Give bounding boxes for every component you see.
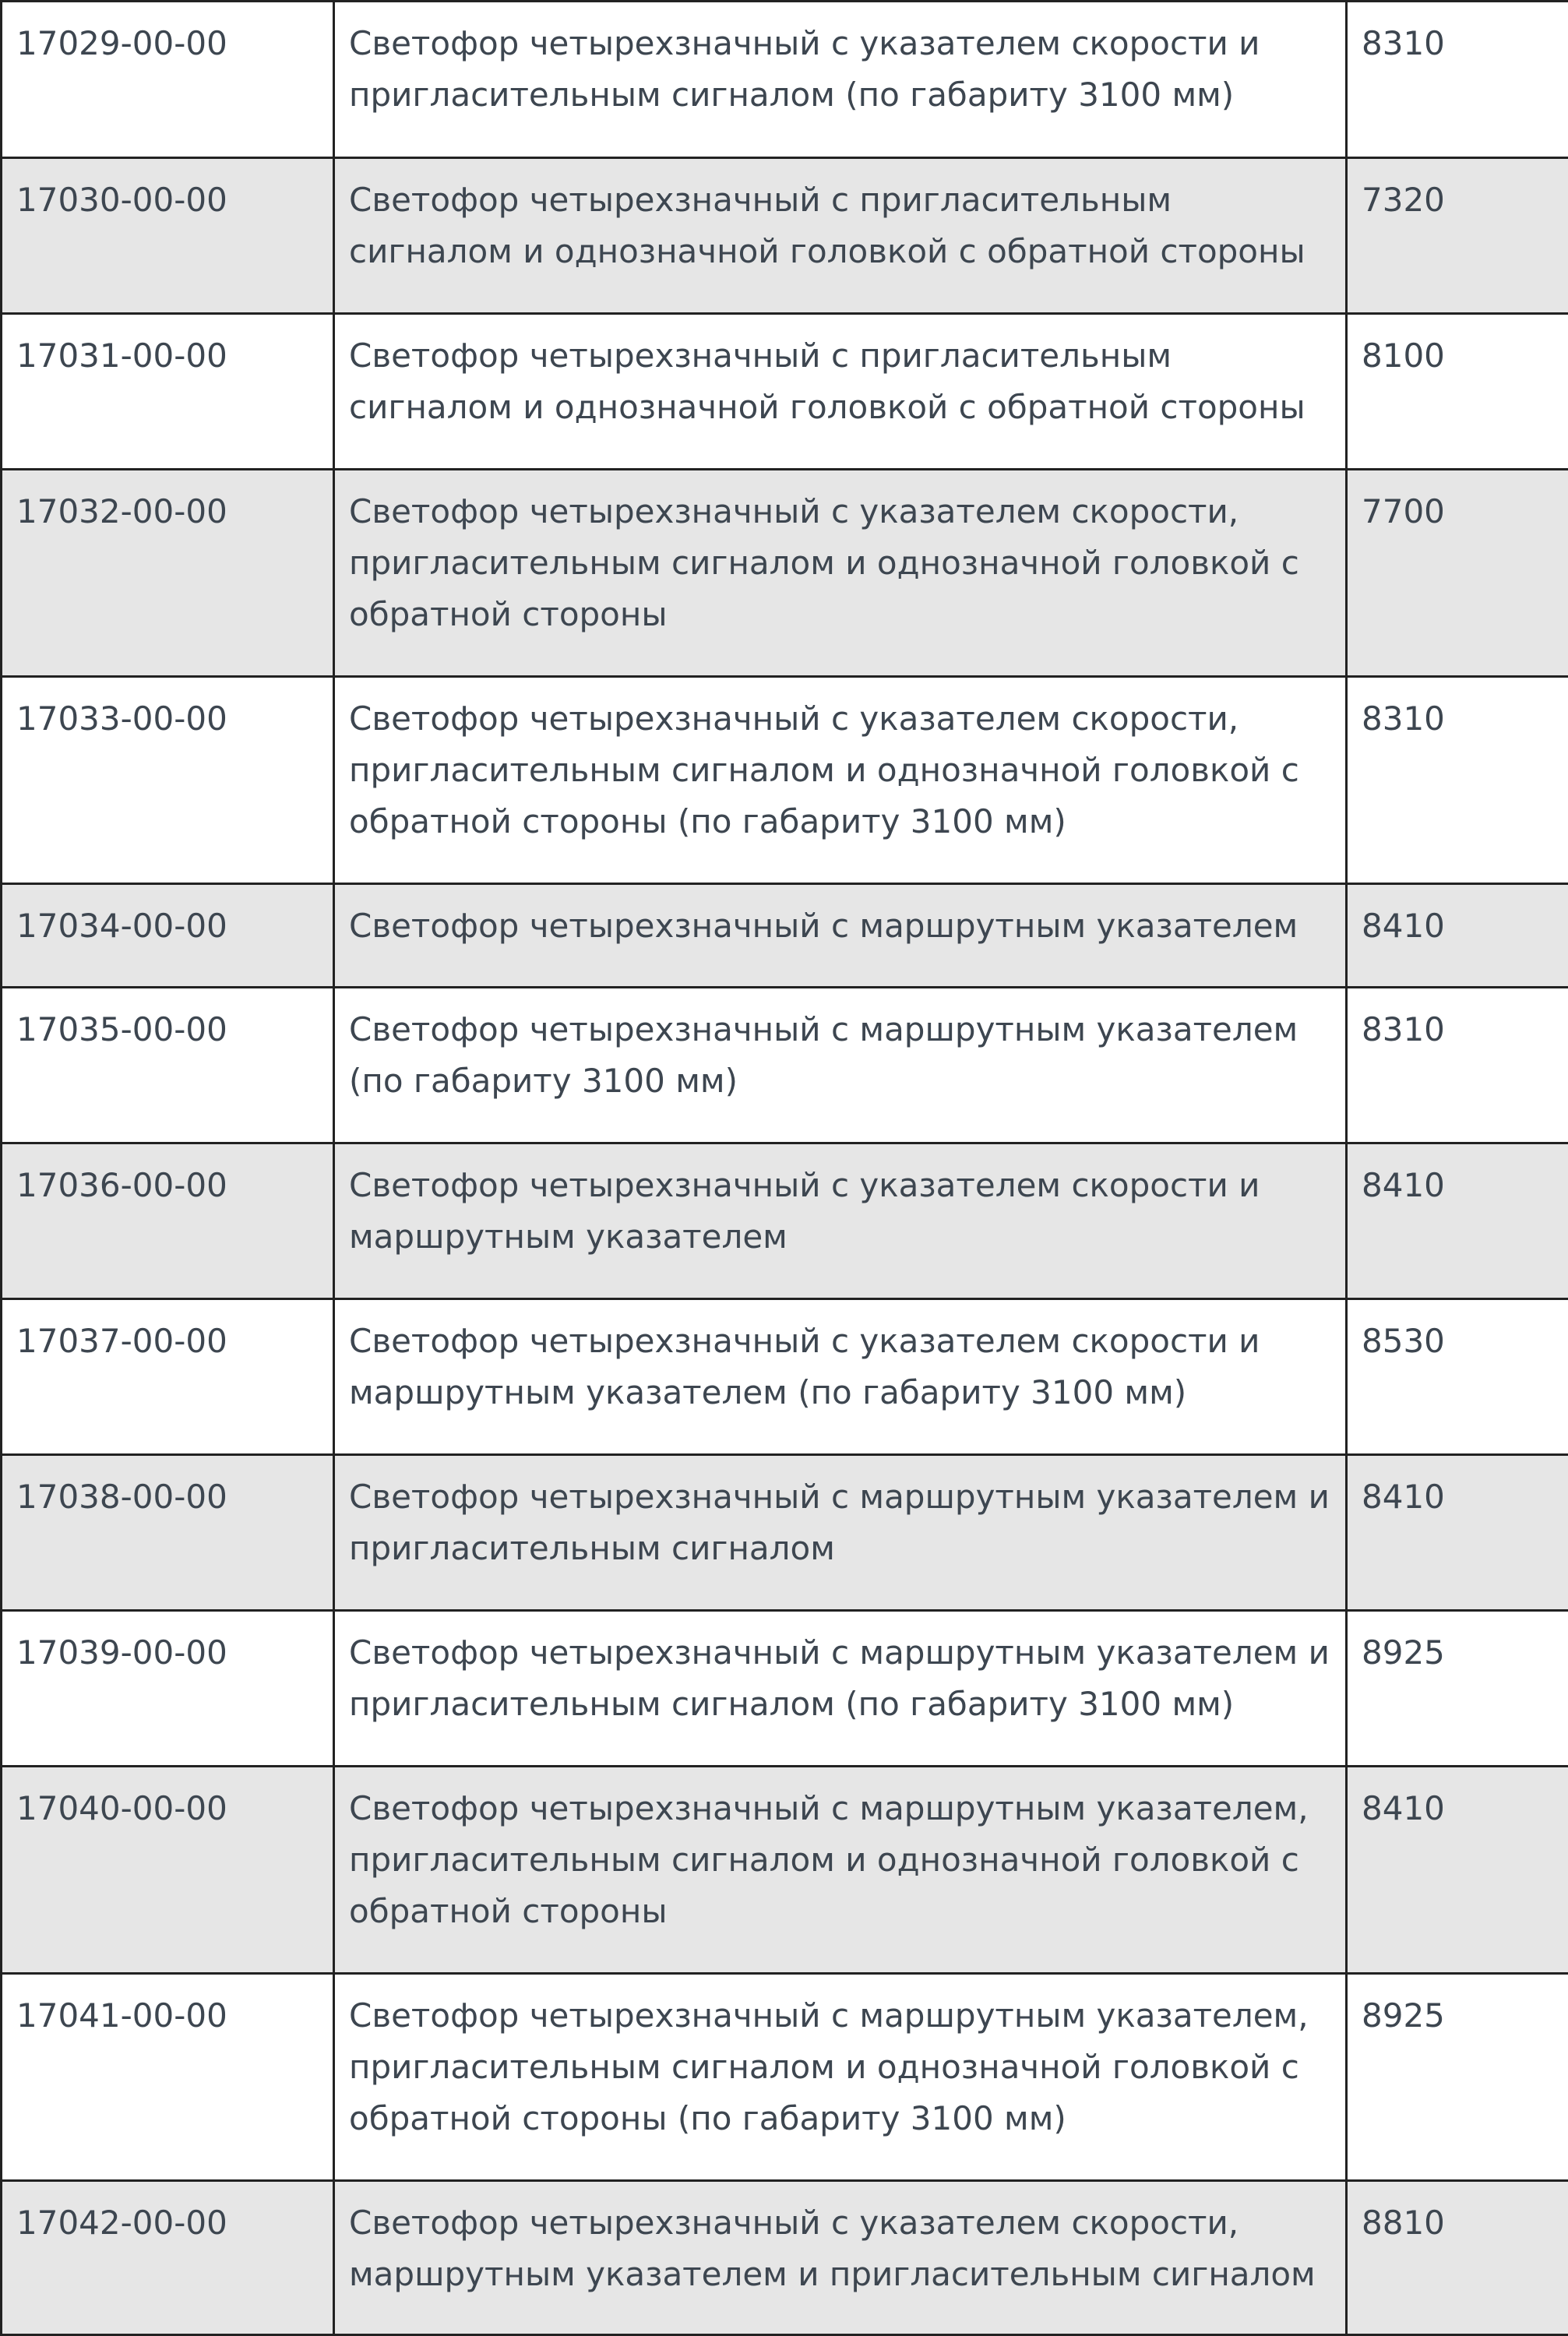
product-description-cell: Светофор четырехзначный с маршрутным указателем <box>334 884 1347 988</box>
table-row <box>2 1611 1568 1767</box>
table-row <box>2 470 1568 677</box>
product-description-cell: Светофор четырехзначный с указателем скорости и пригласительным сигналом (по габариту 3100 мм) <box>334 2 1347 158</box>
table-row <box>2 1299 1568 1455</box>
product-code-cell: 17042-00-00 <box>2 2181 334 2335</box>
product-price-cell: 8530 <box>1347 1299 1568 1455</box>
product-price-cell: 7320 <box>1347 158 1568 314</box>
product-description-cell: Светофор четырехзначный с маршрутным указателем и пригласительным сигналом (по габариту 3100 мм) <box>334 1611 1347 1767</box>
product-description-cell: Светофор четырехзначный с маршрутным указателем (по габариту 3100 мм) <box>334 988 1347 1143</box>
table-row <box>2 158 1568 314</box>
product-code-cell: 17029-00-00 <box>2 2 334 158</box>
product-price-cell: 8310 <box>1347 677 1568 884</box>
product-price-cell: 8410 <box>1347 1767 1568 1974</box>
product-code-cell: 17030-00-00 <box>2 158 334 314</box>
product-price-cell: 7700 <box>1347 470 1568 677</box>
table-row <box>2 884 1568 988</box>
product-description-cell: Светофор четырехзначный с маршрутным указателем и пригласительным сигналом <box>334 1455 1347 1611</box>
product-description-cell: Светофор четырехзначный с указателем скорости, пригласительным сигналом и однозначной головкой с обратной стороны (по габариту 3100 мм) <box>334 677 1347 884</box>
product-description-cell: Светофор четырехзначный с указателем скорости и маршрутным указателем <box>334 1143 1347 1299</box>
table-row <box>2 1455 1568 1611</box>
product-table-body <box>2 2 1568 2335</box>
product-price-cell: 8310 <box>1347 2 1568 158</box>
table-row <box>2 314 1568 470</box>
product-code-cell: 17032-00-00 <box>2 470 334 677</box>
product-description-cell: Светофор четырехзначный с указателем скорости, маршрутным указателем и пригласительным сигналом <box>334 2181 1347 2335</box>
product-description-cell: Светофор четырехзначный с указателем скорости, пригласительным сигналом и однозначной головкой с обратной стороны <box>334 470 1347 677</box>
product-code-cell: 17038-00-00 <box>2 1455 334 1611</box>
table-row <box>2 2181 1568 2335</box>
product-code-cell: 17035-00-00 <box>2 988 334 1143</box>
product-code-cell: 17037-00-00 <box>2 1299 334 1455</box>
product-code-cell: 17039-00-00 <box>2 1611 334 1767</box>
product-code-cell: 17041-00-00 <box>2 1974 334 2181</box>
product-code-cell: 17036-00-00 <box>2 1143 334 1299</box>
table-row <box>2 2 1568 158</box>
product-price-cell: 8810 <box>1347 2181 1568 2335</box>
product-price-cell: 8100 <box>1347 314 1568 470</box>
table-row <box>2 988 1568 1143</box>
product-code-cell: 17033-00-00 <box>2 677 334 884</box>
table-row <box>2 1974 1568 2181</box>
product-description-cell: Светофор четырехзначный с маршрутным указателем, пригласительным сигналом и однозначной головкой с обратной стороны (по габариту 3100 мм) <box>334 1974 1347 2181</box>
product-description-cell: Светофор четырехзначный с указателем скорости и маршрутным указателем (по габариту 3100 мм) <box>334 1299 1347 1455</box>
product-code-cell: 17034-00-00 <box>2 884 334 988</box>
product-price-cell: 8925 <box>1347 1611 1568 1767</box>
product-price-cell: 8410 <box>1347 884 1568 988</box>
product-price-cell: 8410 <box>1347 1455 1568 1611</box>
product-price-cell: 8310 <box>1347 988 1568 1143</box>
table-row <box>2 1767 1568 1974</box>
table-row <box>2 1143 1568 1299</box>
table-row <box>2 677 1568 884</box>
product-description-cell: Светофор четырехзначный с пригласительным сигналом и однозначной головкой с обратной стороны <box>334 158 1347 314</box>
product-price-cell: 8410 <box>1347 1143 1568 1299</box>
product-code-cell: 17040-00-00 <box>2 1767 334 1974</box>
product-code-cell: 17031-00-00 <box>2 314 334 470</box>
product-description-cell: Светофор четырехзначный с маршрутным указателем, пригласительным сигналом и однозначной головкой с обратной стороны <box>334 1767 1347 1974</box>
product-price-cell: 8925 <box>1347 1974 1568 2181</box>
product-description-cell: Светофор четырехзначный с пригласительным сигналом и однозначной головкой с обратной стороны <box>334 314 1347 470</box>
